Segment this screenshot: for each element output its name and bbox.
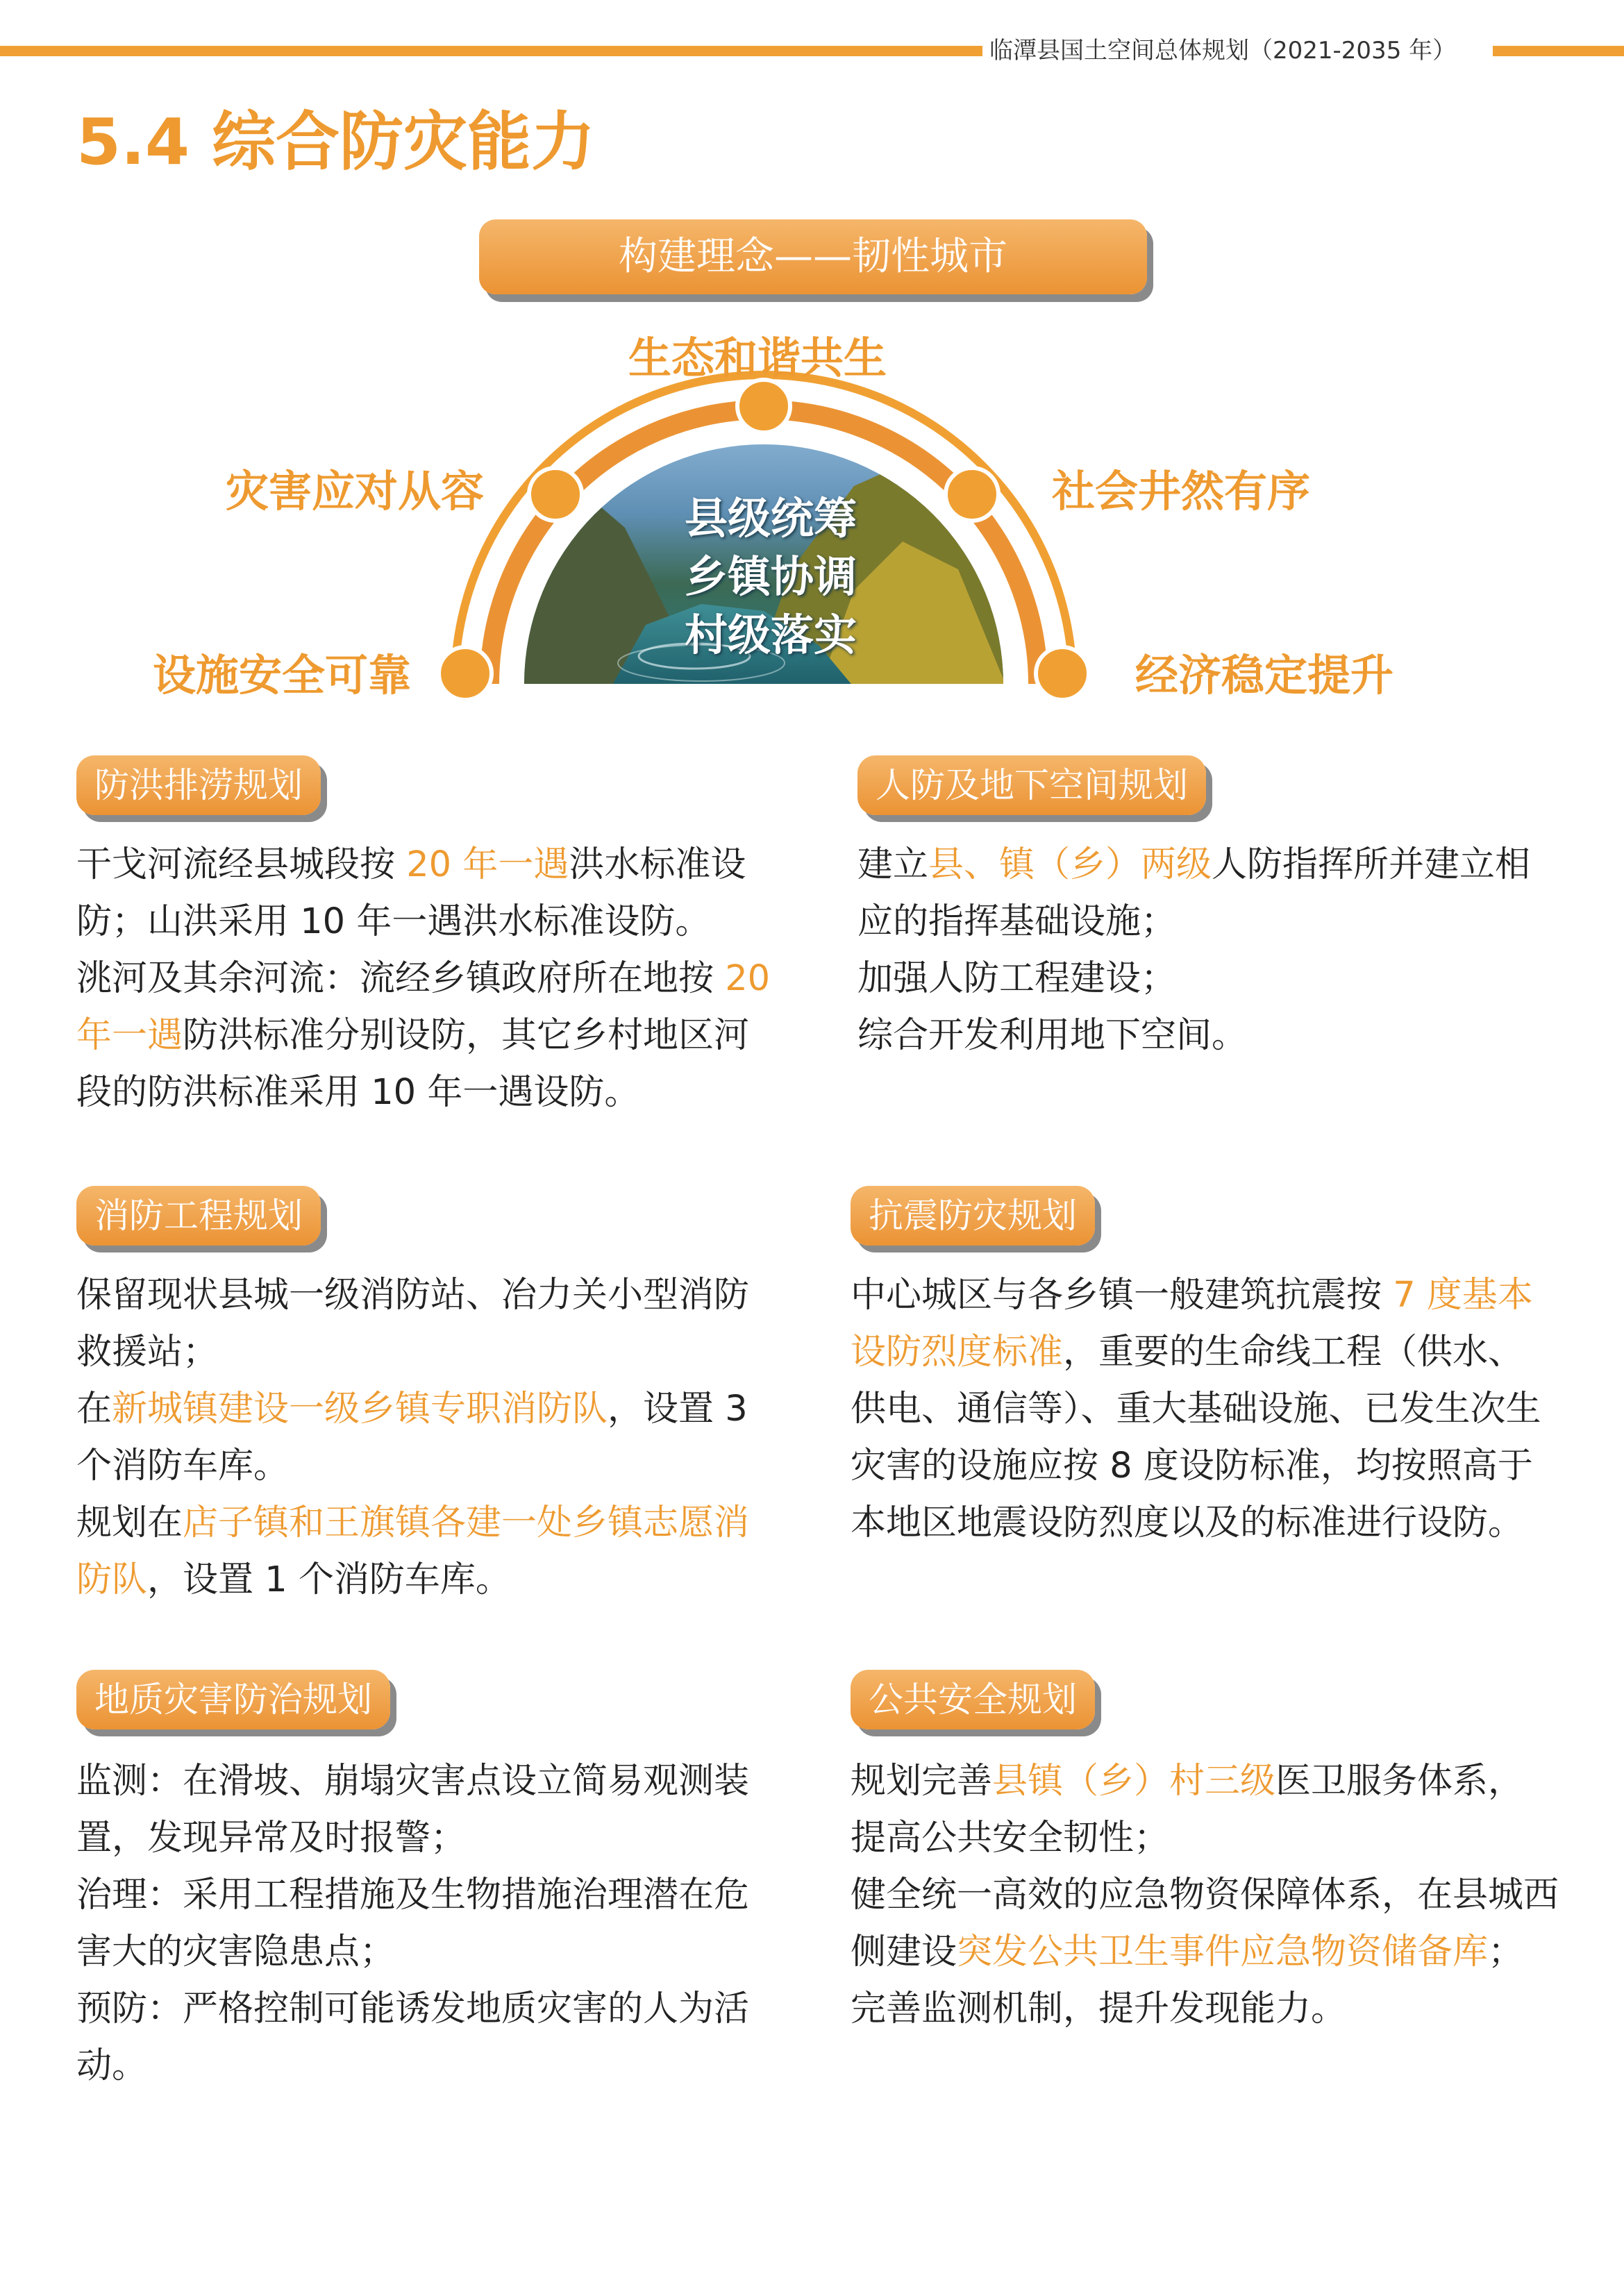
highlighted-text: 县、镇（乡）两级 (928, 844, 1212, 885)
section-paragraph (857, 950, 1559, 1007)
node-left-lower (439, 647, 492, 700)
highlighted-text: 县镇（乡）村三级 (992, 1761, 1276, 1802)
label-ecological-harmony: 生态和谐共生 (628, 333, 887, 383)
body-text: ，重要的生命线工程（供水、供电、通信等）、重大基础设施、已发生次生灾害的设施应按 8 度设防标准，均按照高于本地区地震设防烈度以及的标准进行设防。 (851, 1332, 1541, 1543)
node-right-lower (1036, 647, 1089, 700)
section-body-civil-defense (857, 837, 1559, 1064)
section-paragraph (76, 1753, 771, 1867)
section-title-geological: 地质灾害防治规划 (76, 1670, 390, 1729)
body-text: 干戈河流经县城段按 (76, 844, 407, 885)
center-line-county: 县级统筹 (684, 493, 857, 544)
body-text: 在 (76, 1389, 112, 1430)
section-body-seismic (851, 1267, 1559, 1552)
section-paragraph (76, 1381, 771, 1495)
body-text: 健全统一高效的应急物资保障体系，在县城西侧建设 (851, 1875, 1559, 1972)
body-text: 中心城区与各乡镇一般建筑抗震按 (851, 1275, 1393, 1316)
section-paragraph (76, 1867, 771, 1981)
body-text: 医卫服务体系，提高公共安全韧性； (851, 1761, 1524, 1859)
body-text: 规划在 (76, 1502, 183, 1543)
document-title: 临潭县国土空间总体规划（2021-2035 年） (989, 37, 1457, 65)
body-text: ，设置 3 个消防车库。 (76, 1389, 748, 1486)
node-right-upper (946, 468, 998, 521)
section-title-fire-protection: 消防工程规划 (76, 1186, 321, 1246)
center-line-township: 乡镇协调 (684, 551, 857, 602)
body-text: 治理：采用工程措施及生物措施治理潜在危害大的灾害隐患点； (76, 1875, 750, 1972)
section-body-fire-protection (76, 1267, 771, 1609)
highlighted-text: 7 度基本设防烈度标准 (851, 1275, 1533, 1373)
section-paragraph (76, 1981, 771, 2095)
body-text: 洪水标准设防；山洪采用 10 年一遇洪水标准设防。 (76, 844, 746, 942)
body-text: 预防：严格控制可能诱发地质灾害的人为活动。 (76, 1988, 750, 2086)
body-text: 加强人防工程建设； (857, 958, 1177, 999)
node-left-upper (529, 468, 582, 521)
node-top (737, 380, 790, 433)
body-text: ，设置 1 个消防车库。 (147, 1559, 511, 1600)
section-paragraph (857, 1007, 1559, 1064)
body-text: 防洪标准分别设防，其它乡村地区河段的防洪标准采用 10 年一遇设防。 (76, 1015, 750, 1113)
label-economic-stability: 经济稳定提升 (1135, 650, 1394, 701)
page-title: 5.4 综合防灾能力 (76, 105, 596, 179)
body-text: 综合开发利用地下空间。 (857, 1015, 1248, 1056)
section-paragraph (76, 950, 771, 1121)
highlighted-text: 新城镇建设一级乡镇专职消防队 (112, 1389, 608, 1430)
label-social-order: 社会井然有序 (1052, 466, 1311, 517)
section-title-flood-control: 防洪排涝规划 (76, 755, 321, 815)
section-title-civil-defense: 人防及地下空间规划 (857, 755, 1206, 815)
label-facility-safety: 设施安全可靠 (153, 650, 412, 701)
body-text: 监测：在滑坡、崩塌灾害点设立简易观测装置，发现异常及时报警； (76, 1761, 750, 1859)
section-body-geological (76, 1753, 771, 2095)
highlighted-text: 突发公共卫生事件应急物资储备库 (957, 1932, 1489, 1972)
section-body-public-safety (851, 1753, 1559, 2038)
section-paragraph (851, 1267, 1559, 1552)
section-body-flood-control (76, 837, 771, 1121)
body-text: 规划完善 (851, 1761, 993, 1802)
section-paragraph (857, 837, 1559, 950)
section-title-public-safety: 公共安全规划 (851, 1670, 1095, 1729)
body-text: 保留现状县城一级消防站、冶力关小型消防救援站； (76, 1275, 750, 1373)
body-text: 完善监测机制，提升发现能力。 (851, 1988, 1347, 2029)
highlighted-text: 20 年一遇 (76, 958, 771, 1056)
section-paragraph (76, 1495, 771, 1609)
label-disaster-response: 灾害应对从容 (226, 466, 485, 517)
section-paragraph (76, 1267, 771, 1381)
section-paragraph (851, 1753, 1559, 1867)
body-text: 人防指挥所并建立相应的指挥基础设施； (857, 844, 1531, 942)
highlighted-text: 20 年一遇 (406, 844, 569, 885)
section-paragraph (76, 837, 771, 950)
body-text: 洮河及其余河流：流经乡镇政府所在地按 (76, 958, 726, 999)
section-title-seismic: 抗震防灾规划 (851, 1186, 1095, 1246)
section-paragraph (851, 1981, 1559, 2038)
center-line-village: 村级落实 (684, 610, 857, 660)
concept-banner: 构建理念——韧性城市 (479, 219, 1147, 294)
center-coordination-text (646, 489, 896, 664)
body-text: ； (1488, 1932, 1524, 1972)
highlighted-text: 店子镇和王旗镇各建一处乡镇志愿消防队 (76, 1502, 750, 1600)
section-paragraph (851, 1867, 1559, 1981)
body-text: 建立 (857, 844, 929, 885)
